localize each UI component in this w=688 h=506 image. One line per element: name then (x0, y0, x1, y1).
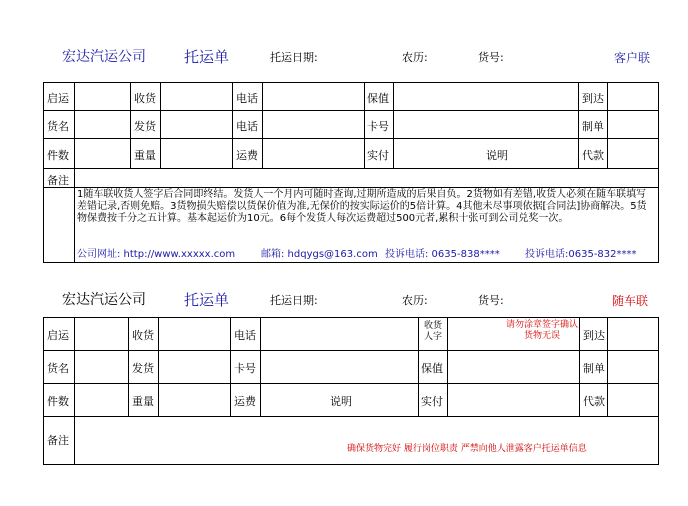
lunar-label: 农历: (402, 51, 428, 64)
confidentiality-notice: 确保货物完好 履行岗位职责 严禁向他人泄露客户托运单信息 (347, 444, 587, 454)
cell-label: 重量 (132, 395, 154, 408)
cell-label: 电话 (236, 120, 258, 133)
cell-label: 发货 (134, 120, 156, 133)
cell-label: 制单 (583, 362, 605, 375)
date-label: 托运日期: (270, 51, 318, 64)
cell-label: 卡号 (367, 120, 389, 133)
cell-label: 重量 (134, 149, 156, 162)
company-website: 公司网址: http://www.xxxxx.com (77, 249, 236, 260)
cell-label: 电话 (236, 92, 258, 105)
cell-label: 运费 (236, 149, 258, 162)
signature-warning: 请勿涂章签字确认货物无误 (506, 320, 579, 341)
cell-label: 说明 (330, 395, 352, 408)
lunar-label: 农历: (402, 294, 428, 307)
company-email: 邮箱: hdqygs@163.com (261, 249, 378, 260)
cell-label: 电话 (234, 329, 256, 342)
cell-label: 件数 (47, 395, 69, 408)
company-name: 宏达汽运公司 (62, 292, 146, 308)
cell-label: 保值 (367, 92, 389, 105)
cell-label: 件数 (47, 149, 69, 162)
cell-label: 发货 (132, 362, 154, 375)
cell-label: 保值 (421, 362, 443, 375)
complaint-phone: 投诉电话: 0635-838**** (385, 249, 500, 260)
cargo-no-label: 货号: (478, 294, 504, 307)
terms-text: 1随车联收货人签字后合同即终结。发货人一个月内可随时查询,过期所造成的后果自负。2货物如有差错,收货人必须在随车联填写差错记录,否则免赔。3货物损失赔偿以货保价值为准,无保价的按实际运价的5倍计算。4其他未尽事项依据[合同法]协商解决。5货物保费按千分之五计算。基本起运价为10元。6每个发货人每次运费超过500元者,累积十张可到公司兑奖一次。 (77, 189, 647, 224)
cell-label: 备注 (47, 434, 69, 447)
cell-label: 制单 (582, 120, 604, 133)
cell-label: 收货 (132, 329, 154, 342)
form-title: 托运单 (184, 48, 230, 66)
cell-label: 启运 (47, 92, 69, 105)
cell-label: 卡号 (234, 362, 256, 375)
cell-label: 收货 (134, 92, 156, 105)
company-name: 宏达汽运公司 (62, 49, 146, 65)
cell-label: 货名 (47, 120, 69, 133)
cell-label: 货名 (47, 362, 69, 375)
cell-label: 到达 (583, 329, 605, 342)
cell-label: 代款 (582, 149, 604, 162)
cell-label: 到达 (582, 92, 604, 105)
cell-label: 收货人字 (423, 321, 442, 342)
cell-label: 启运 (47, 329, 69, 342)
cell-label: 代款 (583, 395, 605, 408)
form-title: 托运单 (184, 291, 230, 309)
cell-label: 实付 (421, 395, 443, 408)
copy-label: 客户联 (614, 51, 651, 65)
cell-label: 备注 (47, 174, 69, 187)
cell-label: 运费 (234, 395, 256, 408)
copy-label: 随车联 (612, 294, 649, 308)
date-label: 托运日期: (270, 294, 318, 307)
complaint-phone: 投诉电话:0635-832**** (525, 249, 637, 260)
cargo-no-label: 货号: (478, 51, 504, 64)
cell-label: 实付 (367, 149, 389, 162)
cell-label: 说明 (486, 149, 508, 162)
